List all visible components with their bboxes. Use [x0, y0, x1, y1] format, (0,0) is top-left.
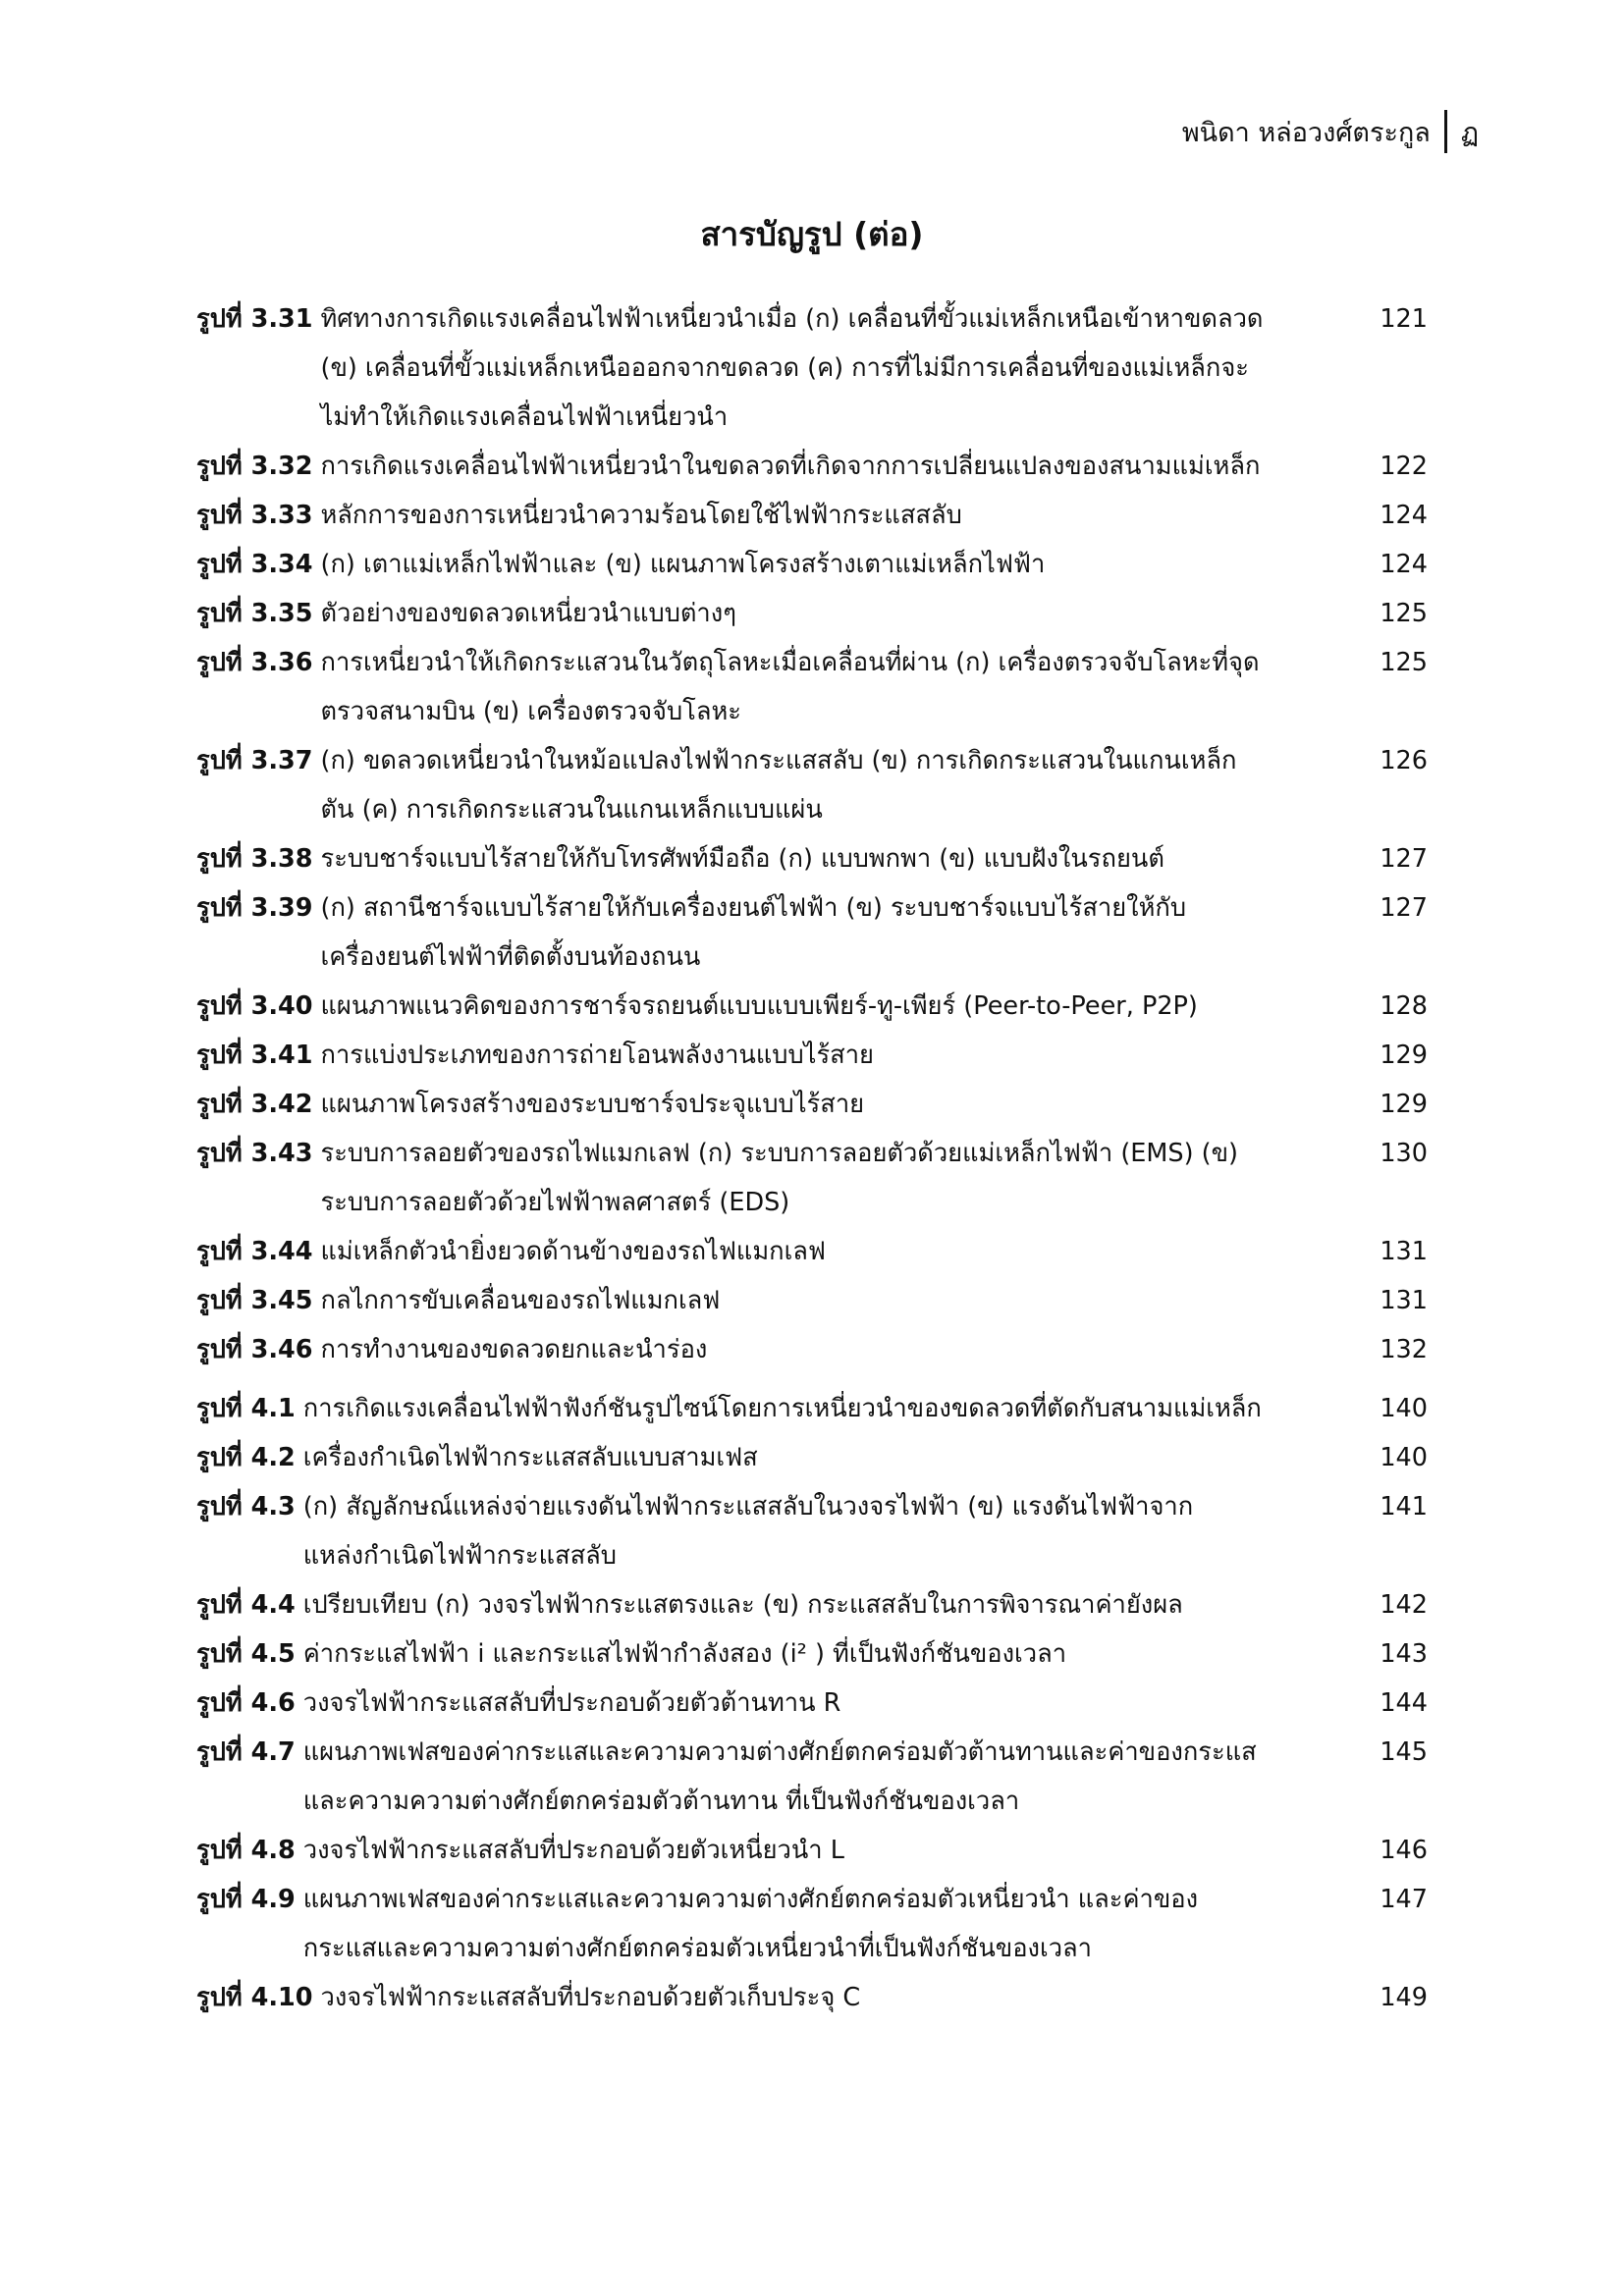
figure-label: รูปที่ 3.40 [196, 991, 313, 1021]
figure-entry [196, 1031, 1428, 1080]
figure-description-line: เครื่องยนต์ไฟฟ้าที่ติดตั้งบนท้องถนน [320, 942, 701, 972]
figure-label: รูปที่ 3.41 [196, 1041, 313, 1070]
figure-description [321, 589, 1350, 638]
figure-description-line: เครื่องกำเนิดไฟฟ้ากระแสสลับแบบสามเฟส [302, 1443, 758, 1472]
figure-page-number: 146 [1380, 1836, 1428, 1865]
figure-page-number: 149 [1380, 1983, 1428, 2012]
figure-description [321, 1129, 1350, 1227]
figure-page-number: 130 [1380, 1139, 1428, 1168]
figure-description [321, 1276, 1350, 1325]
page-title: สารบัญรูป (ต่อ) [700, 215, 924, 253]
figure-description-line: ตัวอย่างของขดลวดเหนี่ยวนำแบบต่างๆ [320, 599, 736, 628]
figure-description-line: (ก) สถานีชาร์จแบบไร้สายให้กับเครื่องยนต์ไฟฟ้า (ข) ระบบชาร์จแบบไร้สายให้กับ [320, 893, 1187, 923]
figure-label: รูปที่ 3.34 [196, 550, 313, 579]
figure-description [321, 834, 1350, 883]
figure-entry [196, 1728, 1428, 1826]
figure-description [303, 1728, 1349, 1826]
figure-label: รูปที่ 3.39 [196, 893, 313, 923]
figure-description [303, 1580, 1349, 1629]
figure-page-number: 142 [1380, 1590, 1428, 1620]
figure-description-line: ตัน (ค) การเกิดกระแสวนในแกนเหล็กแบบแผ่น [320, 795, 823, 825]
figure-entry [196, 1482, 1428, 1580]
figure-description [321, 442, 1350, 491]
figure-entry [196, 883, 1428, 982]
figure-description-line: (ก) สัญลักษณ์แหล่งจ่ายแรงดันไฟฟ้ากระแสสลับในวงจรไฟฟ้า (ข) แรงดันไฟฟ้าจาก [302, 1492, 1194, 1522]
figure-description [321, 1973, 1350, 2022]
figure-page-number: 147 [1380, 1885, 1428, 1914]
header-page-number: ฏ [1460, 117, 1479, 148]
figure-description [321, 638, 1350, 736]
figure-label: รูปที่ 3.42 [196, 1090, 313, 1119]
figure-entry [196, 1629, 1428, 1679]
figure-description-line: การเกิดแรงเคลื่อนไฟฟ้าฟังก์ชันรูปไซน์โดยการเหนี่ยวนำของขดลวดที่ตัดกับสนามแม่เหล็ก [302, 1394, 1262, 1423]
figure-description [303, 1679, 1349, 1728]
figure-page-number: 124 [1380, 501, 1428, 530]
figure-description-line: ทิศทางการเกิดแรงเคลื่อนไฟฟ้าเหนี่ยวนำเมื่อ (ก) เคลื่อนที่ขั้วแม่เหล็กเหนือเข้าหาขดลวด [320, 304, 1264, 334]
figure-description-line: แผนภาพแนวคิดของการชาร์จรถยนต์แบบแบบเพียร์-ทู-เพียร์ (Peer-to-Peer, P2P) [320, 991, 1198, 1021]
figure-entry [196, 1580, 1428, 1629]
figure-description [303, 1826, 1349, 1875]
figure-entry [196, 442, 1428, 491]
figure-description-line: แผนภาพเฟสของค่ากระแสและความความต่างศักย์ตกคร่อมตัวต้านทานและค่าของกระแส [302, 1737, 1257, 1767]
figure-description [303, 1482, 1349, 1580]
figure-description [321, 883, 1350, 982]
figure-entry [196, 491, 1428, 540]
figure-description-line: วงจรไฟฟ้ากระแสสลับที่ประกอบด้วยตัวเก็บประจุ C [320, 1983, 861, 2012]
figure-page-number: 140 [1380, 1394, 1428, 1423]
figure-description-line: การแบ่งประเภทของการถ่ายโอนพลังงานแบบไร้สาย [320, 1041, 874, 1070]
figure-description [303, 1629, 1349, 1679]
figure-page-number: 131 [1380, 1286, 1428, 1315]
figure-page-number: 145 [1380, 1737, 1428, 1767]
figure-entry [196, 1973, 1428, 2022]
figure-description-line: กลไกการขับเคลื่อนของรถไฟแมกเลฟ [320, 1286, 721, 1315]
figure-entry [196, 1325, 1428, 1374]
figure-label: รูปที่ 4.4 [196, 1590, 296, 1620]
figure-label: รูปที่ 3.31 [196, 304, 313, 334]
figure-label: รูปที่ 3.45 [196, 1286, 313, 1315]
figure-description [321, 982, 1350, 1031]
figure-label: รูปที่ 4.8 [196, 1836, 296, 1865]
figure-label: รูปที่ 3.43 [196, 1139, 313, 1168]
figure-page-number: 129 [1380, 1041, 1428, 1070]
figure-description [321, 1080, 1350, 1129]
figure-label: รูปที่ 3.35 [196, 599, 313, 628]
figure-label: รูปที่ 3.38 [196, 844, 313, 874]
figure-label: รูปที่ 4.10 [196, 1983, 313, 2012]
figure-entry [196, 589, 1428, 638]
figure-description [321, 1325, 1350, 1374]
figure-description-line: หลักการของการเหนี่ยวนำความร้อนโดยใช้ไฟฟ้ากระแสสลับ [320, 501, 962, 530]
figure-entry [196, 540, 1428, 589]
figure-page-number: 125 [1380, 599, 1428, 628]
figure-description-line: ค่ากระแสไฟฟ้า i และกระแสไฟฟ้ากำลังสอง (i² ) ที่เป็นฟังก์ชันของเวลา [302, 1639, 1067, 1669]
figure-entry [196, 1433, 1428, 1482]
figure-label: รูปที่ 4.2 [196, 1443, 296, 1472]
figure-entry [196, 1227, 1428, 1276]
figure-page-number: 131 [1380, 1237, 1428, 1266]
figure-entry [196, 1276, 1428, 1325]
figure-description [321, 736, 1350, 834]
figure-page-number: 126 [1380, 746, 1428, 775]
figure-entry [196, 1875, 1428, 1973]
figure-description-line: การทำงานของขดลวดยกและนำร่อง [320, 1335, 708, 1364]
figure-page-number: 132 [1380, 1335, 1428, 1364]
figure-description [303, 1384, 1349, 1433]
figure-label: รูปที่ 3.44 [196, 1237, 313, 1266]
figure-description-line: (ก) ขดลวดเหนี่ยวนำในหม้อแปลงไฟฟ้ากระแสสลับ (ข) การเกิดกระแสวนในแกนเหล็ก [320, 746, 1237, 775]
figure-description-line: เปรียบเทียบ (ก) วงจรไฟฟ้ากระแสตรงและ (ข) กระแสสลับในการพิจารณาค่ายังผล [302, 1590, 1183, 1620]
figure-page-number: 128 [1380, 991, 1428, 1021]
figure-label: รูปที่ 3.33 [196, 501, 313, 530]
figure-entry [196, 982, 1428, 1031]
figure-label: รูปที่ 4.1 [196, 1394, 296, 1423]
figure-page-number: 141 [1380, 1492, 1428, 1522]
figure-page-number: 124 [1380, 550, 1428, 579]
figure-entry [196, 834, 1428, 883]
figure-entry [196, 1384, 1428, 1433]
figure-entry [196, 1679, 1428, 1728]
figure-description [303, 1875, 1349, 1973]
figure-description [321, 491, 1350, 540]
figure-page-number: 144 [1380, 1688, 1428, 1718]
figure-description-line: วงจรไฟฟ้ากระแสสลับที่ประกอบด้วยตัวเหนี่ยวนำ L [302, 1836, 844, 1865]
figure-page-number: 122 [1380, 452, 1428, 481]
figure-list [196, 294, 1428, 2022]
figure-description-line: ระบบการลอยตัวด้วยไฟฟ้าพลศาสตร์ (EDS) [320, 1188, 790, 1217]
figure-label: รูปที่ 4.6 [196, 1688, 296, 1718]
figure-description [321, 540, 1350, 589]
figure-description-line: ไม่ทำให้เกิดแรงเคลื่อนไฟฟ้าเหนี่ยวนำ [320, 402, 729, 432]
figure-entry [196, 1080, 1428, 1129]
figure-entry [196, 1129, 1428, 1227]
figure-label: รูปที่ 4.7 [196, 1737, 296, 1767]
figure-label: รูปที่ 3.32 [196, 452, 313, 481]
figure-entry [196, 1826, 1428, 1875]
figure-page-number: 127 [1380, 844, 1428, 874]
figure-description-line: แผนภาพโครงสร้างของระบบชาร์จประจุแบบไร้สาย [320, 1090, 865, 1119]
figure-description-line: (ข) เคลื่อนที่ขั้วแม่เหล็กเหนือออกจากขดลวด (ค) การที่ไม่มีการเคลื่อนที่ของแม่เหล็กจะ [320, 353, 1249, 383]
figure-page-number: 140 [1380, 1443, 1428, 1472]
figure-description-line: แม่เหล็กตัวนำยิ่งยวดด้านข้างของรถไฟแมกเลฟ [320, 1237, 826, 1266]
figure-description-line: วงจรไฟฟ้ากระแสสลับที่ประกอบด้วยตัวต้านทาน R [302, 1688, 841, 1718]
figure-page-number: 127 [1380, 893, 1428, 923]
figure-page-number: 129 [1380, 1090, 1428, 1119]
figure-label: รูปที่ 4.3 [196, 1492, 296, 1522]
header-author: พนิดา หล่อวงศ์ตระกูล [1181, 117, 1431, 148]
figure-label: รูปที่ 4.9 [196, 1885, 296, 1914]
figure-label: รูปที่ 3.37 [196, 746, 313, 775]
figure-description-line: ระบบการลอยตัวของรถไฟแมกเลฟ (ก) ระบบการลอยตัวด้วยแม่เหล็กไฟฟ้า (EMS) (ข) [320, 1139, 1238, 1168]
figure-description-line: และความความต่างศักย์ตกคร่อมตัวต้านทาน ที่เป็นฟังก์ชันของเวลา [302, 1787, 1020, 1816]
figure-description-line: กระแสและความความต่างศักย์ตกคร่อมตัวเหนี่ยวนำที่เป็นฟังก์ชันของเวลา [302, 1934, 1092, 1963]
figure-description [303, 1433, 1349, 1482]
figure-description-line: แผนภาพเฟสของค่ากระแสและความความต่างศักย์ตกคร่อมตัวเหนี่ยวนำ และค่าของ [302, 1885, 1199, 1914]
page-header [1182, 110, 1479, 153]
figure-page-number: 143 [1380, 1639, 1428, 1669]
figure-description-line: (ก) เตาแม่เหล็กไฟฟ้าและ (ข) แผนภาพโครงสร้างเตาแม่เหล็กไฟฟ้า [320, 550, 1046, 579]
figure-page-number: 121 [1380, 304, 1428, 334]
figure-description-line: ระบบชาร์จแบบไร้สายให้กับโทรศัพท์มือถือ (ก) แบบพกพา (ข) แบบฝังในรถยนต์ [320, 844, 1164, 874]
figure-label: รูปที่ 3.36 [196, 648, 313, 677]
figure-description-line: แหล่งกำเนิดไฟฟ้ากระแสสลับ [302, 1541, 617, 1571]
figure-description [321, 1227, 1350, 1276]
figure-description-line: การเหนี่ยวนำให้เกิดกระแสวนในวัตถุโลหะเมื่อเคลื่อนที่ผ่าน (ก) เครื่องตรวจจับโลหะที่จุด [320, 648, 1260, 677]
figure-label: รูปที่ 4.5 [196, 1639, 296, 1669]
figure-entry [196, 294, 1428, 442]
figure-label: รูปที่ 3.46 [196, 1335, 313, 1364]
figure-entry [196, 638, 1428, 736]
figure-description [321, 294, 1350, 442]
figure-description [321, 1031, 1350, 1080]
figure-description-line: การเกิดแรงเคลื่อนไฟฟ้าเหนี่ยวนำในขดลวดที่เกิดจากการเปลี่ยนแปลงของสนามแม่เหล็ก [320, 452, 1261, 481]
figure-page-number: 125 [1380, 648, 1428, 677]
figure-entry [196, 736, 1428, 834]
figure-description-line: ตรวจสนามบิน (ข) เครื่องตรวจจับโลหะ [320, 697, 742, 726]
